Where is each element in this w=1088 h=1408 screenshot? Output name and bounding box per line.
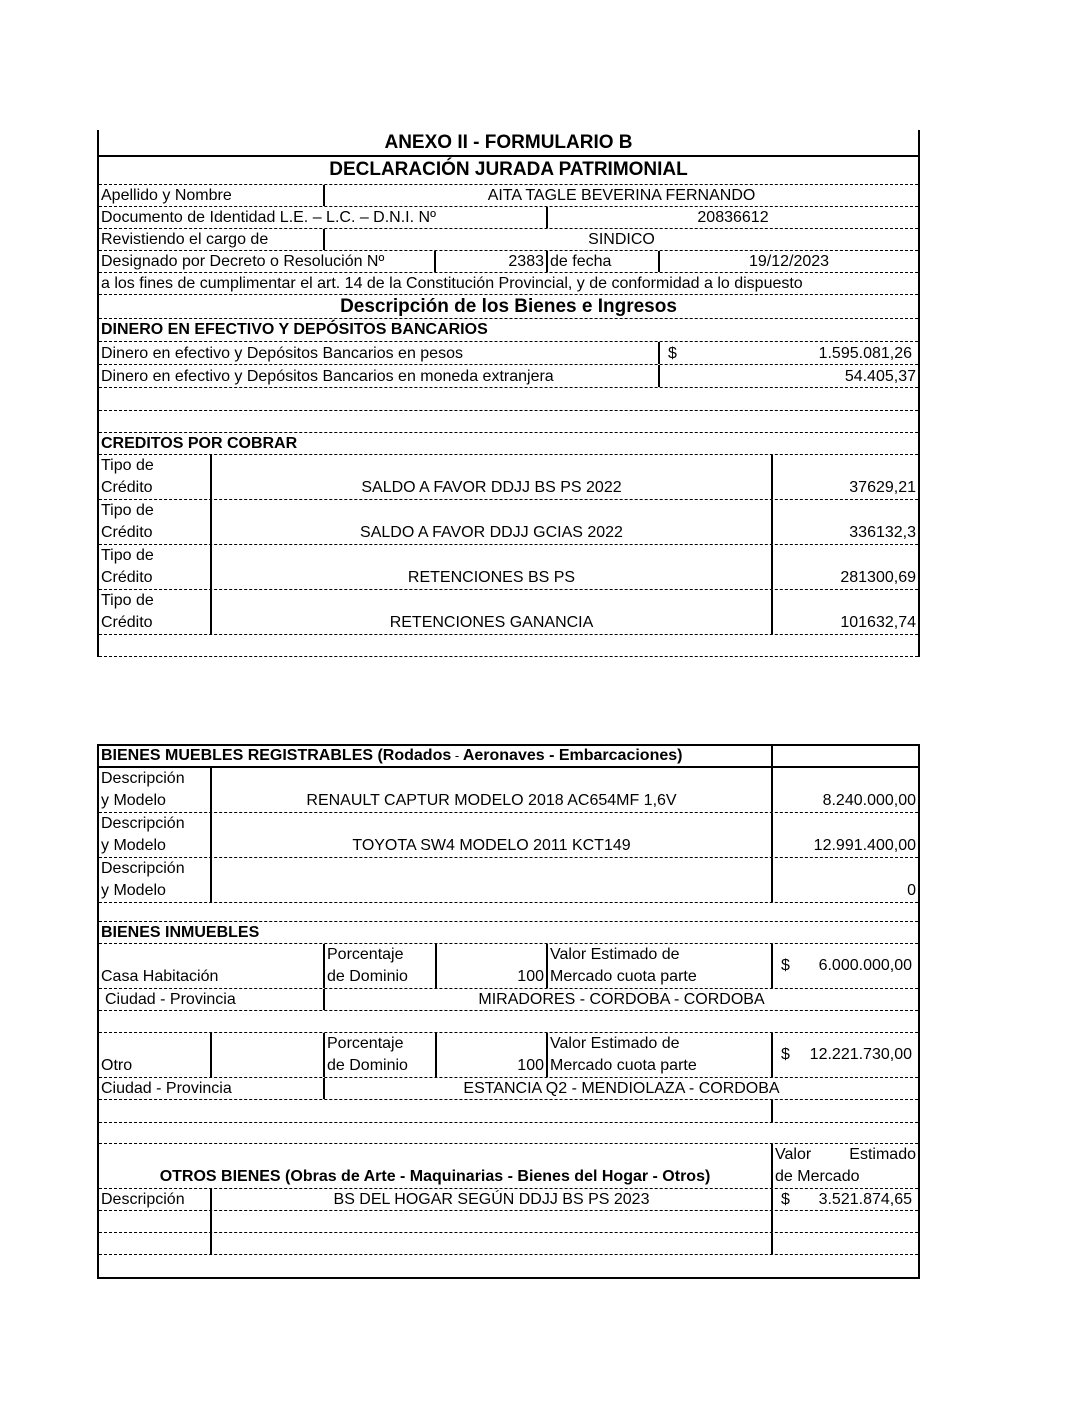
muebles-title-row <box>99 746 918 768</box>
bienes-title-row <box>99 295 918 319</box>
blank-row <box>99 388 918 411</box>
decreto-row <box>99 251 918 273</box>
dinero-title-row <box>99 319 918 342</box>
ciudad-label: Ciudad - Provincia <box>105 991 236 1008</box>
fecha-value: 19/12/2023 <box>748 253 830 270</box>
blank-cell <box>210 1211 771 1232</box>
ubicacion-value-cell <box>323 989 918 1010</box>
currency-sign: $ <box>781 1191 790 1208</box>
otros-row <box>99 1189 918 1211</box>
blank-row <box>99 1211 918 1233</box>
credito-type-label: Tipo de <box>101 502 154 519</box>
mueble-value-cell <box>771 858 918 902</box>
name-value-cell <box>323 185 918 206</box>
porcentaje-label-cell <box>323 944 435 988</box>
fecha-value-cell <box>658 251 918 272</box>
dinero-pesos-value: 1.595.081,26 <box>818 345 912 362</box>
inmueble-value-cell <box>771 944 918 988</box>
credito-type-label: Crédito <box>101 479 153 496</box>
inmuebles-title-row <box>99 922 918 944</box>
mueble-desc-label: y Modelo <box>101 837 166 854</box>
muebles-title-value-cell <box>771 746 918 766</box>
fines-row <box>99 273 918 295</box>
blank-cell <box>771 1211 918 1232</box>
inmueble-type: Otro <box>101 1057 133 1074</box>
inmueble-value: 6.000.000,00 <box>818 957 912 974</box>
mueble-row <box>99 858 918 903</box>
credito-value: 336132,3 <box>849 524 916 541</box>
inmueble-value: 12.221.730,00 <box>809 1046 912 1063</box>
mueble-desc-label: Descripción <box>101 770 185 787</box>
inmueble-type: Casa Habitación <box>101 968 219 985</box>
dinero-extranjera-value-cell <box>658 365 918 387</box>
fecha-label-cell <box>546 251 658 272</box>
credito-value-cell <box>771 500 918 544</box>
ubicacion-value-cell <box>323 1078 918 1099</box>
otros-title-row <box>99 1144 918 1189</box>
mueble-desc-cell <box>210 813 771 857</box>
credito-type-label: Crédito <box>101 524 153 541</box>
credito-row <box>99 545 918 590</box>
declaration-form-page-bottom <box>97 744 920 1279</box>
credito-type-label: Tipo de <box>101 457 154 474</box>
blank-row <box>99 1255 918 1279</box>
ubicacion-row <box>99 1078 918 1100</box>
valor-label: Valor Estimado de <box>550 946 680 963</box>
bienes-section-title: Descripción de los Bienes e Ingresos <box>340 296 677 317</box>
cargo-value-cell <box>323 229 918 250</box>
mueble-desc-cell <box>210 768 771 812</box>
credito-desc: SALDO A FAVOR DDJJ GCIAS 2022 <box>360 524 623 541</box>
credito-value: 101632,74 <box>840 614 916 631</box>
dinero-extranjera-row <box>99 365 918 388</box>
credito-row <box>99 590 918 635</box>
ubicacion-row <box>99 989 918 1011</box>
credito-desc-cell <box>210 590 771 634</box>
mueble-desc-label: y Modelo <box>101 882 166 899</box>
mueble-desc-label: y Modelo <box>101 792 166 809</box>
valor-label-cell <box>546 944 771 988</box>
porcentaje-value-cell <box>435 944 546 988</box>
inmueble-row <box>99 944 918 989</box>
credito-value-cell <box>771 545 918 589</box>
inmueble-blank-cell <box>210 1033 323 1077</box>
credito-value: 37629,21 <box>849 479 916 496</box>
form-subtitle-row <box>99 157 918 185</box>
blank-cell <box>210 1233 771 1254</box>
blank-row <box>99 903 918 922</box>
porcentaje-label: de Dominio <box>327 1057 408 1074</box>
credito-row <box>99 500 918 545</box>
blank-row <box>99 1011 918 1033</box>
mueble-value: 8.240.000,00 <box>822 792 916 809</box>
valor-label: Valor Estimado de <box>550 1035 680 1052</box>
otros-desc-cell <box>210 1189 771 1210</box>
form-subtitle: DECLARACIÓN JURADA PATRIMONIAL <box>329 159 688 180</box>
valor-label-cell <box>546 1033 771 1077</box>
credito-value: 281300,69 <box>840 569 916 586</box>
inmueble-value-cell <box>771 1033 918 1077</box>
cargo-row <box>99 229 918 251</box>
credito-desc-cell <box>210 455 771 499</box>
otros-desc-label: Descripción <box>101 1191 185 1208</box>
blank-row <box>99 411 918 433</box>
porcentaje-value: 100 <box>517 1057 544 1074</box>
dinero-extranjera-label: Dinero en efectivo y Depósitos Bancarios en moneda extranjera <box>101 368 554 385</box>
mueble-desc: RENAULT CAPTUR MODELO 2018 AC654MF 1,6V <box>306 792 677 809</box>
form-title: ANEXO II - FORMULARIO B <box>384 132 633 153</box>
currency-sign: $ <box>668 345 677 362</box>
credito-type-label: Tipo de <box>101 592 154 609</box>
blank-row <box>99 1100 918 1123</box>
porcentaje-label-cell <box>323 1033 435 1077</box>
dinero-section-title: DINERO EN EFECTIVO Y DEPÓSITOS BANCARIOS <box>101 321 488 338</box>
mueble-desc: TOYOTA SW4 MODELO 2011 KCT149 <box>352 837 631 854</box>
otros-section-title: OTROS BIENES (Obras de Arte - Maquinarias - Bienes del Hogar - Otros) <box>159 1168 711 1185</box>
mueble-desc-label: Descripción <box>101 815 185 832</box>
otros-valor-label: Valor <box>775 1146 812 1163</box>
blank-cell <box>771 1100 918 1122</box>
inmuebles-section-title: BIENES INMUEBLES <box>101 924 260 941</box>
creditos-section-title: CREDITOS POR COBRAR <box>101 435 298 452</box>
creditos-title-row <box>99 433 918 455</box>
document-value: 20836612 <box>697 209 769 226</box>
document-label: Documento de Identidad L.E. – L.C. – D.N.I. Nº <box>101 209 436 226</box>
ubicacion-value: ESTANCIA Q2 - MENDIOLAZA - CORDOBA <box>463 1080 780 1097</box>
credito-desc: RETENCIONES BS PS <box>407 569 576 586</box>
mueble-value-cell <box>771 768 918 812</box>
mueble-value-cell <box>771 813 918 857</box>
porcentaje-value-cell <box>435 1033 546 1077</box>
currency-sign: $ <box>781 957 790 974</box>
ubicacion-value: MIRADORES - CORDOBA - CORDOBA <box>478 991 765 1008</box>
blank-row <box>99 1123 918 1144</box>
porcentaje-label: Porcentaje <box>327 946 404 963</box>
ciudad-label: Ciudad - Provincia <box>101 1080 232 1097</box>
mueble-row <box>99 813 918 858</box>
credito-row <box>99 455 918 500</box>
fecha-label: de fecha <box>550 253 612 270</box>
credito-value-cell <box>771 590 918 634</box>
decreto-value-cell <box>434 251 546 272</box>
dinero-pesos-row <box>99 342 918 365</box>
credito-type-label: Crédito <box>101 614 153 631</box>
decreto-value: 2383 <box>508 253 544 270</box>
porcentaje-label: de Dominio <box>327 968 408 985</box>
document-value-cell <box>546 207 918 228</box>
inmueble-row <box>99 1033 918 1078</box>
blank-cell <box>771 1233 918 1254</box>
document-row <box>99 207 918 229</box>
decreto-label: Designado por Decreto o Resolución Nº <box>101 253 385 270</box>
valor-label: Mercado cuota parte <box>550 1057 697 1074</box>
mueble-row <box>99 768 918 813</box>
otros-desc-value: BS DEL HOGAR SEGÚN DDJJ BS PS 2023 <box>333 1191 650 1208</box>
valor-label: Mercado cuota parte <box>550 968 697 985</box>
porcentaje-label: Porcentaje <box>327 1035 404 1052</box>
otros-valor-label: de Mercado <box>775 1168 860 1185</box>
credito-desc: SALDO A FAVOR DDJJ BS PS 2022 <box>361 479 622 496</box>
form-title-row <box>99 130 918 157</box>
name-row <box>99 185 918 207</box>
dinero-pesos-label: Dinero en efectivo y Depósitos Bancarios en pesos <box>101 345 463 362</box>
mueble-desc-label: Descripción <box>101 860 185 877</box>
mueble-value: 0 <box>907 882 916 899</box>
cargo-label: Revistiendo el cargo de <box>101 231 269 248</box>
muebles-section-title: BIENES MUEBLES REGISTRABLES (Rodados - Aeronaves - Embarcaciones) <box>101 747 683 764</box>
credito-type-label: Tipo de <box>101 547 154 564</box>
credito-desc-cell <box>210 500 771 544</box>
credito-desc-cell <box>210 545 771 589</box>
fines-text: a los fines de cumplimentar el art. 14 de la Constitución Provincial, y de conformidad a lo dispuesto <box>101 275 803 292</box>
blank-row <box>99 635 918 657</box>
declaration-form-page-top <box>97 130 920 657</box>
currency-sign: $ <box>781 1046 790 1063</box>
dinero-extranjera-value: 54.405,37 <box>844 368 916 385</box>
dinero-pesos-value-cell <box>658 342 918 364</box>
porcentaje-value: 100 <box>517 968 544 985</box>
credito-value-cell <box>771 455 918 499</box>
otros-value: 3.521.874,65 <box>818 1191 912 1208</box>
mueble-value: 12.991.400,00 <box>813 837 916 854</box>
credito-desc: RETENCIONES GANANCIA <box>389 614 594 631</box>
cargo-value: SINDICO <box>588 231 655 248</box>
blank-row <box>99 1233 918 1255</box>
name-value: AITA TAGLE BEVERINA FERNANDO <box>487 187 756 204</box>
name-label: Apellido y Nombre <box>101 187 232 204</box>
otros-value-cell <box>771 1189 918 1210</box>
mueble-desc-cell <box>210 858 771 902</box>
otros-valor-label: Estimado <box>849 1146 916 1163</box>
otros-valor-header-cell <box>771 1144 918 1188</box>
credito-type-label: Crédito <box>101 569 153 586</box>
